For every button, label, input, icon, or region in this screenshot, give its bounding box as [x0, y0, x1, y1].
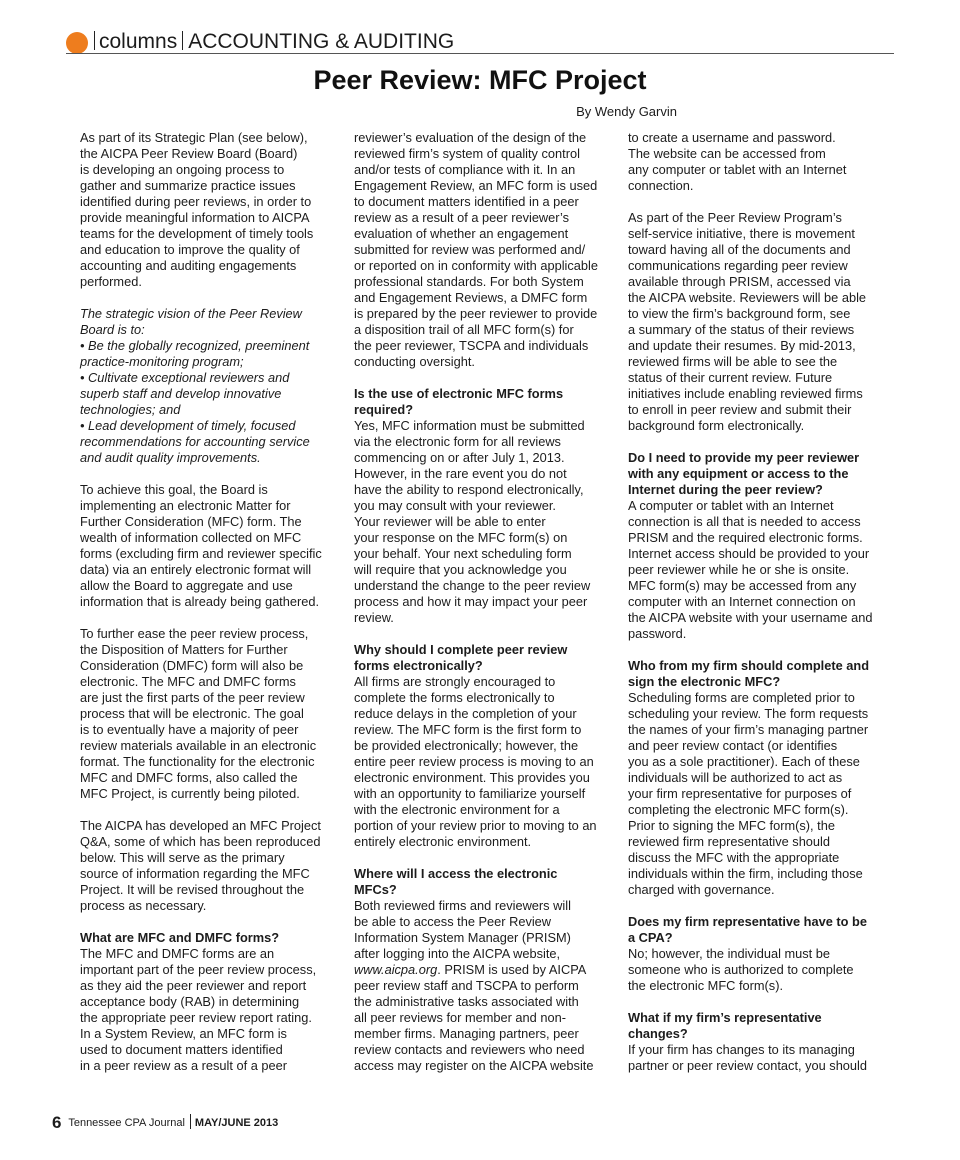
- list-item: [80, 370, 342, 418]
- paragraph: [80, 482, 342, 610]
- text-line: • Cultivate exceptional reviewers and: [80, 370, 290, 385]
- text-line: portion of your review prior to moving to an: [354, 818, 597, 833]
- text-line: However, in the rare event you do not: [354, 466, 567, 481]
- text-line: complete the forms electronically to: [354, 690, 555, 705]
- text-line: conducting oversight.: [354, 354, 475, 369]
- text-line: MFC and DMFC forms, also called the: [80, 770, 298, 785]
- text-line: technologies; and: [80, 402, 181, 417]
- text-line: initiatives include enabling reviewed firms: [628, 386, 863, 401]
- text-line: reduce delays in the completion of your: [354, 706, 577, 721]
- text-line: If your firm has changes to its managing: [628, 1042, 855, 1057]
- text-line: Internet access should be provided to your: [628, 546, 870, 561]
- column-1: [80, 130, 342, 1090]
- answer: [354, 674, 616, 850]
- text-line: Engagement Review, an MFC form is used: [354, 178, 598, 193]
- text-line: Project. It will be revised throughout the: [80, 882, 305, 897]
- text-line: the Disposition of Matters for Further: [80, 642, 288, 657]
- text-line: Both reviewed firms and reviewers will: [354, 898, 571, 913]
- header-rule: [66, 53, 894, 54]
- text-line: background form electronically.: [628, 418, 805, 433]
- orange-dot-icon: [66, 32, 88, 54]
- text-line: All firms are strongly encouraged to: [354, 674, 556, 689]
- text-line: review contacts and reviewers who need: [354, 1042, 585, 1057]
- text-line: you may consult with your reviewer.: [354, 498, 556, 513]
- issue-date: MAY/JUNE 2013: [194, 1117, 279, 1129]
- text-line: Who from my firm should complete and: [628, 658, 870, 673]
- text-line: Prior to signing the MFC form(s), the: [628, 818, 835, 833]
- text-line: self-service initiative, there is movement: [628, 226, 855, 241]
- text-line: understand the change to the peer review: [354, 578, 591, 593]
- text-line: implementing an electronic Matter for: [80, 498, 291, 513]
- text-line: entire peer review process is moving to an: [354, 754, 594, 769]
- answer: [354, 418, 616, 626]
- text-line: to enroll in peer review and submit their: [628, 402, 852, 417]
- text-line: submitted for review was performed and/: [354, 242, 586, 257]
- text-line: password.: [628, 626, 687, 641]
- footer-divider: [190, 1114, 191, 1129]
- text-line: Q&A, some of which has been reproduced: [80, 834, 321, 849]
- question-heading: [354, 386, 616, 418]
- column-3: [628, 130, 890, 1090]
- text-line: No; however, the individual must be: [628, 946, 831, 961]
- text-line: the AICPA website with your username and: [628, 610, 873, 625]
- text-line: all peer reviews for member and non-: [354, 1010, 566, 1025]
- text-line: as they aid the peer reviewer and report: [80, 978, 307, 993]
- text-line: PRISM and the required electronic forms.: [628, 530, 863, 545]
- text-line: charged with governance.: [628, 882, 775, 897]
- text-line: required?: [354, 402, 414, 417]
- list-item: [80, 338, 342, 370]
- answer: [628, 498, 890, 642]
- question-heading: [80, 930, 342, 946]
- text-line: is prepared by the peer reviewer to provide: [354, 306, 598, 321]
- text-line: MFC form(s) may be accessed from any: [628, 578, 857, 593]
- section-category: ACCOUNTING & AUDITING: [188, 30, 455, 53]
- header-divider: [182, 31, 183, 50]
- text-line: wealth of information collected on MFC: [80, 530, 302, 545]
- text-line: Further Consideration (MFC) form. The: [80, 514, 302, 529]
- text-line: reviewer’s evaluation of the design of the: [354, 130, 587, 145]
- answer: [80, 946, 342, 1074]
- answer: [628, 946, 890, 994]
- text-line: reviewed firms will be able to see the: [628, 354, 838, 369]
- text-line: entirely electronic environment.: [354, 834, 532, 849]
- text-line: with an opportunity to familiarize yourself: [354, 786, 586, 801]
- text-line: teams for the development of timely tools: [80, 226, 314, 241]
- text-line: is developing an ongoing process to: [80, 162, 285, 177]
- article-title: Peer Review: MFC Project: [313, 65, 647, 95]
- text-line: after logging into the AICPA website,: [354, 946, 561, 961]
- text-line: available through PRISM, accessed via: [628, 274, 851, 289]
- text-line: review as a result of a peer reviewer’s: [354, 210, 570, 225]
- page-number: 6: [52, 1113, 62, 1132]
- text-line: the administrative tasks associated with: [354, 994, 579, 1009]
- text-line: the appropriate peer review report rating.: [80, 1010, 312, 1025]
- answer: [354, 898, 616, 1074]
- text-line: As part of its Strategic Plan (see below),: [80, 130, 308, 145]
- text-line: individuals within the firm, including those: [628, 866, 863, 881]
- text-line: used to document matters identified: [80, 1042, 283, 1057]
- text-line: communications regarding peer review: [628, 258, 848, 273]
- text-line: your behalf. Your next scheduling form: [354, 546, 572, 561]
- header-divider: [94, 31, 95, 50]
- text-line: Information System Manager (PRISM): [354, 930, 571, 945]
- answer: [628, 690, 890, 898]
- text-line: below. This will serve as the primary: [80, 850, 285, 865]
- vision-intro: [80, 306, 342, 338]
- text-line: reviewed firm’s system of quality control: [354, 146, 580, 161]
- text-line: are just the first parts of the peer review: [80, 690, 305, 705]
- text-line: In a System Review, an MFC form is: [80, 1026, 287, 1041]
- text-line: commencing on or after July 1, 2013.: [354, 450, 565, 465]
- text-line: or reported on in conformity with applicable: [354, 258, 598, 273]
- text-line: to view the firm’s background form, see: [628, 306, 851, 321]
- text-line: The MFC and DMFC forms are an: [80, 946, 275, 961]
- question-heading: [628, 1010, 890, 1042]
- text-line: Board is to:: [80, 322, 145, 337]
- text-line: The strategic vision of the Peer Review: [80, 306, 302, 321]
- text-line: have the ability to respond electronically,: [354, 482, 584, 497]
- text-line: with the electronic environment for a: [354, 802, 560, 817]
- text-line: with any equipment or access to the: [628, 466, 849, 481]
- text-line: electronic. The MFC and DMFC forms: [80, 674, 296, 689]
- text-line: the names of your firm’s managing partner: [628, 722, 869, 737]
- text-line: practice-monitoring program;: [80, 354, 244, 369]
- paragraph: [80, 818, 342, 914]
- text-line: process and how it may impact your peer: [354, 594, 588, 609]
- column-2: [354, 130, 616, 1090]
- text-line: Why should I complete peer review: [354, 642, 568, 657]
- text-line: a disposition trail of all MFC form(s) for: [354, 322, 574, 337]
- text-line: and audit quality improvements.: [80, 450, 261, 465]
- text-line: will require that you acknowledge you: [354, 562, 567, 577]
- text-line: Scheduling forms are completed prior to: [628, 690, 855, 705]
- text-line: status of their current review. Future: [628, 370, 833, 385]
- list-item: [80, 418, 342, 466]
- text-line: in a peer review as a result of a peer: [80, 1058, 287, 1073]
- text-line: MFCs?: [354, 882, 397, 897]
- text-line: A computer or tablet with an Internet: [628, 498, 834, 513]
- text-line: review. The MFC form is the first form to: [354, 722, 582, 737]
- text-line: allow the Board to aggregate and use: [80, 578, 293, 593]
- text-line: partner or peer review contact, you should: [628, 1058, 868, 1073]
- text-line: and/or tests of compliance with it. In an: [354, 162, 576, 177]
- text-line: To achieve this goal, the Board is: [80, 482, 268, 497]
- paragraph: [80, 626, 342, 802]
- text-line: completing the electronic MFC form(s).: [628, 802, 849, 817]
- text-line: Where will I access the electronic: [354, 866, 558, 881]
- text-line: superb staff and develop innovative: [80, 386, 282, 401]
- answer: [628, 130, 890, 194]
- text-line: electronic environment. This provides you: [354, 770, 590, 785]
- text-line: What are MFC and DMFC forms?: [80, 930, 280, 945]
- text-line: The AICPA has developed an MFC Project: [80, 818, 321, 833]
- paragraph: [628, 210, 890, 434]
- question-heading: [628, 450, 890, 498]
- text-line: and Engagement Reviews, a DMFC form: [354, 290, 588, 305]
- text-line: scheduling your review. The form requests: [628, 706, 869, 721]
- text-line: via the electronic form for all reviews: [354, 434, 561, 449]
- text-line: www.aicpa.org. PRISM is used by AICPA: [354, 962, 587, 977]
- section-label: [92, 30, 454, 54]
- page-footer: [52, 1114, 278, 1131]
- text-line: review materials available in an electronic: [80, 738, 317, 753]
- text-line: provide meaningful information to AICPA: [80, 210, 310, 225]
- question-heading: [628, 914, 890, 946]
- text-line: be provided electronically; however, the: [354, 738, 579, 753]
- text-line: review.: [354, 610, 394, 625]
- text-line: forms (excluding firm and reviewer specific: [80, 546, 322, 561]
- answer: [628, 1042, 890, 1074]
- text-line: member firms. Managing partners, peer: [354, 1026, 579, 1041]
- section-header: [66, 28, 894, 54]
- text-line: Yes, MFC information must be submitted: [354, 418, 585, 433]
- text-line: to create a username and password.: [628, 130, 836, 145]
- text-line: process as necessary.: [80, 898, 207, 913]
- text-line: be able to access the Peer Review: [354, 914, 552, 929]
- text-line: What if my firm’s representative: [628, 1010, 822, 1025]
- text-line: is to eventually have a majority of peer: [80, 722, 299, 737]
- section-name: columns: [99, 30, 178, 53]
- question-heading: [628, 658, 890, 690]
- text-line: performed.: [80, 274, 142, 289]
- text-line: any computer or tablet with an Internet: [628, 162, 847, 177]
- text-line: data) via an entirely electronic format will: [80, 562, 312, 577]
- text-line: Is the use of electronic MFC forms: [354, 386, 564, 401]
- text-line: computer with an Internet connection on: [628, 594, 856, 609]
- text-line: format. The functionality for the electronic: [80, 754, 315, 769]
- text-line: professional standards. For both System: [354, 274, 584, 289]
- text-line: important part of the peer review process,: [80, 962, 317, 977]
- text-line: reviewed firm representative should: [628, 834, 831, 849]
- text-line: accounting and auditing engagements: [80, 258, 297, 273]
- answer: [354, 130, 616, 370]
- text-line: To further ease the peer review process,: [80, 626, 309, 641]
- question-heading: [354, 866, 616, 898]
- text-line: the electronic MFC form(s).: [628, 978, 784, 993]
- text-line: information that is already being gathered.: [80, 594, 320, 609]
- text-line: a CPA?: [628, 930, 673, 945]
- text-line: access may register on the AICPA website: [354, 1058, 594, 1073]
- text-line: Internet during the peer review?: [628, 482, 823, 497]
- text-line: Does my firm representative have to be: [628, 914, 867, 929]
- text-line: Do I need to provide my peer reviewer: [628, 450, 860, 465]
- text-line: your response on the MFC form(s) on: [354, 530, 568, 545]
- text-line: and education to improve the quality of: [80, 242, 300, 257]
- text-line: peer review staff and TSCPA to perform: [354, 978, 579, 993]
- text-line: you as a sole practitioner). Each of these: [628, 754, 860, 769]
- text-line: individuals will be authorized to act as: [628, 770, 843, 785]
- text-line: connection.: [628, 178, 694, 193]
- text-line: someone who is authorized to complete: [628, 962, 854, 977]
- text-line: changes?: [628, 1026, 688, 1041]
- text-line: the peer reviewer, TSCPA and individuals: [354, 338, 589, 353]
- text-line: The website can be accessed from: [628, 146, 826, 161]
- text-line: gather and summarize practice issues: [80, 178, 296, 193]
- text-line: Consideration (DMFC) form will also be: [80, 658, 304, 673]
- text-line: to document matters identified in a peer: [354, 194, 579, 209]
- text-line: sign the electronic MFC?: [628, 674, 781, 689]
- text-line: • Lead development of timely, focused: [80, 418, 296, 433]
- text-line: As part of the Peer Review Program’s: [628, 210, 842, 225]
- paragraph: [80, 130, 342, 290]
- text-line: source of information regarding the MFC: [80, 866, 310, 881]
- text-line: Your reviewer will be able to enter: [354, 514, 546, 529]
- text-line: and peer review contact (or identifies: [628, 738, 838, 753]
- vision-list: [80, 338, 342, 466]
- text-line: forms electronically?: [354, 658, 483, 673]
- text-line: evaluation of whether an engagement: [354, 226, 569, 241]
- question-heading: [354, 642, 616, 674]
- text-line: • Be the globally recognized, preeminent: [80, 338, 310, 353]
- text-line: peer reviewer while he or she is onsite.: [628, 562, 850, 577]
- text-line: a summary of the status of their reviews: [628, 322, 855, 337]
- text-line: the AICPA website. Reviewers will be able: [628, 290, 867, 305]
- publication-name: Tennessee CPA Journal: [68, 1117, 185, 1129]
- text-line: identified during peer reviews, in order to: [80, 194, 312, 209]
- text-line: process that will be electronic. The goal: [80, 706, 304, 721]
- text-line: toward having all of the documents and: [628, 242, 851, 257]
- text-line: MFC Project, is currently being piloted.: [80, 786, 300, 801]
- text-line: your firm representative for purposes of: [628, 786, 852, 801]
- text-line: acceptance body (RAB) in determining: [80, 994, 300, 1009]
- text-line: recommendations for accounting service: [80, 434, 310, 449]
- text-line: and update their resumes. By mid-2013,: [628, 338, 856, 353]
- text-line: the AICPA Peer Review Board (Board): [80, 146, 298, 161]
- text-line: connection is all that is needed to access: [628, 514, 861, 529]
- byline: By Wendy Garvin: [576, 104, 677, 119]
- text-line: discuss the MFC with the appropriate: [628, 850, 840, 865]
